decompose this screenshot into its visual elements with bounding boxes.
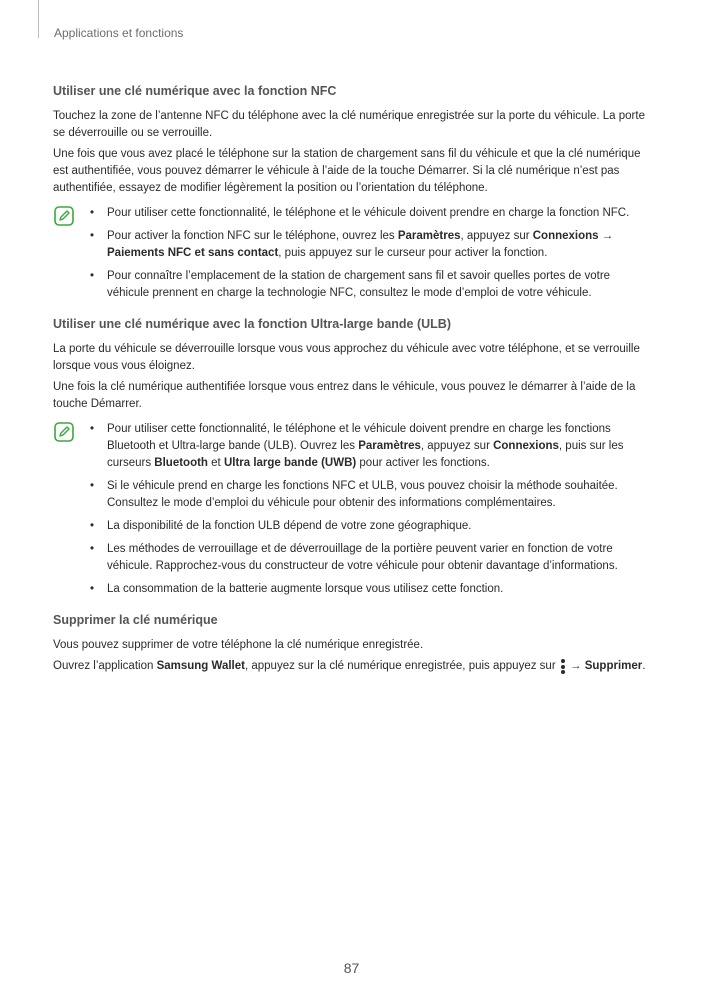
paragraph: Une fois que vous avez placé le téléphone sur la station de chargement sans fil du véhicule et que la clé numérique est authentifiée, vous pouvez démarrer le véhicule à l’aide de la touche Démarrer. Si la clé numérique n’est pas authentifiée, essayez de modifier légèrement la position ou l’orientation du téléphone.	[53, 148, 641, 194]
margin-line	[38, 0, 39, 38]
paragraph: La porte du véhicule se déverrouille lorsque vous vous approchez du véhicule avec votre téléphone, et se verrouille lorsque vous vous éloignez.	[53, 343, 640, 372]
paragraph: Une fois la clé numérique authentifiée lorsque vous entrez dans le véhicule, vous pouvez le démarrer à l’aide de la touche Démarrer.	[53, 381, 636, 410]
paragraph: Touchez la zone de l’antenne NFC du téléphone avec la clé numérique enregistrée sur la porte du véhicule. La porte se déverrouille ou se verrouille.	[53, 110, 645, 139]
note-block	[53, 421, 653, 598]
note-item: • Pour activer la fonction NFC sur le téléphone, ouvrez les Paramètres, appuyez sur Connexions → Paiements NFC et sans contact, puis appuyez sur le curseur pour activer la fonction.	[87, 228, 653, 262]
note-block	[53, 205, 653, 302]
note-item: • Pour connaître l’emplacement de la station de chargement sans fil et savoir quelles portes de votre véhicule prennent en charge la technologie NFC, consultez le mode d’emploi de votre véhicule.	[87, 268, 653, 302]
note-item: • Pour utiliser cette fonctionnalité, le téléphone et le véhicule doivent prendre en charge les fonctions Bluetooth et Ultra-large bande (ULB). Ouvrez les Paramètres, appuyez sur Connexions, puis sur les curseurs Bluetooth et Ultra large bande (UWB) pour activer les fonctions.	[87, 421, 653, 472]
page-header: Applications et fonctions	[54, 26, 184, 40]
paragraph: Vous pouvez supprimer de votre téléphone la clé numérique enregistrée.	[53, 639, 424, 651]
section-title: Utiliser une clé numérique avec la fonction Ultra-large bande (ULB)	[53, 317, 451, 331]
section-delete	[53, 612, 653, 675]
section-nfc	[53, 83, 653, 302]
page-content	[53, 83, 653, 689]
note-item: • Pour utiliser cette fonctionnalité, le téléphone et le véhicule doivent prendre en charge la fonction NFC.	[87, 205, 653, 222]
note-pencil-icon	[54, 206, 74, 226]
section-title: Utiliser une clé numérique avec la fonction NFC	[53, 84, 337, 98]
note-item: • La consommation de la batterie augmente lorsque vous utilisez cette fonction.	[87, 581, 653, 598]
instruction-paragraph: Ouvrez l’application Samsung Wallet, appuyez sur la clé numérique enregistrée, puis appuyez sur → Supprimer.	[53, 658, 653, 675]
note-item: • Les méthodes de verrouillage et de déverrouillage de la portière peuvent varier en fonction de votre véhicule. Rapprochez-vous du constructeur de votre véhicule pour obtenir davantage d’informations.	[87, 541, 653, 575]
section-ulb	[53, 316, 653, 598]
note-item: • Si le véhicule prend en charge les fonctions NFC et ULB, vous pouvez choisir la méthode souhaitée. Consultez le mode d’emploi du véhicule pour obtenir des informations complémentaires.	[87, 478, 653, 512]
note-item: • La disponibilité de la fonction ULB dépend de votre zone géographique.	[87, 518, 653, 535]
note-pencil-icon	[54, 422, 74, 442]
section-title: Supprimer la clé numérique	[53, 613, 218, 627]
page-number: 87	[343, 960, 360, 976]
more-options-icon	[559, 658, 567, 675]
